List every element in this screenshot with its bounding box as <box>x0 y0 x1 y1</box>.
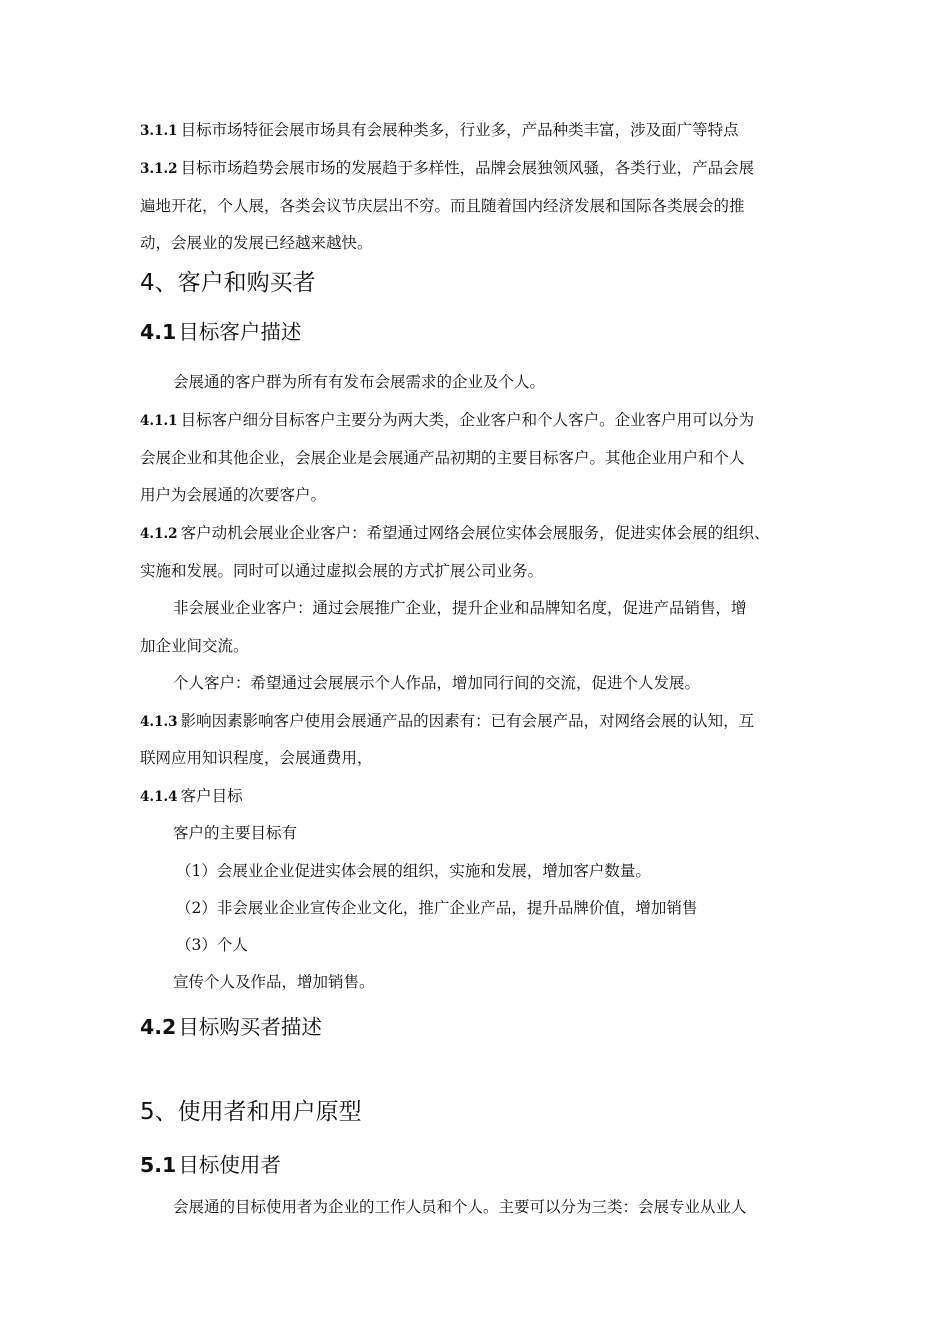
paragraph-4-1-intro: 会展通的客户群为所有有发布会展需求的企业及个人。 <box>173 373 546 391</box>
paragraph-goals-intro: 客户的主要目标有 <box>173 824 298 842</box>
text: 目标市场特征会展市场具有会展种类多，行业多，产品种类丰富，涉及面广等特点 <box>180 121 739 139</box>
list-item-1: （1）会展业企业促进实体会展的组织，实施和发展，增加客户数量。 <box>176 862 651 880</box>
heading-4-1 <box>140 318 301 346</box>
heading-number: 5.1 <box>140 1153 177 1177</box>
paragraph-4-1-1-line-1 <box>140 409 754 432</box>
section-number: 4.1.2 <box>140 526 178 542</box>
paragraph-4-1-1-line-3: 用户为会展通的次要客户。 <box>140 486 327 504</box>
list-item-2: （2）非会展业企业宣传企业文化，推广企业产品，提升品牌价值，增加销售 <box>176 899 698 917</box>
heading-number: 4.2 <box>140 1015 177 1039</box>
paragraph-4-1-2-line-1 <box>140 522 770 545</box>
heading-5-1 <box>140 1151 281 1179</box>
paragraph-3-1-2-line-1 <box>140 157 754 180</box>
list-item-3-description: 宣传个人及作品，增加销售。 <box>173 973 375 991</box>
text: 客户目标 <box>180 787 243 805</box>
paragraph-individual-customer: 个人客户：希望通过会展展示个人作品，增加同行间的交流，促进个人发展。 <box>173 674 701 692</box>
paragraph-3-1-1 <box>140 119 739 142</box>
paragraph-4-1-4 <box>140 785 243 808</box>
heading-title: 目标客户描述 <box>178 320 302 344</box>
section-number: 4.1.1 <box>140 413 178 429</box>
text: 目标客户细分目标客户主要分为两大类，企业客户和个人客户。企业客户用可以分为 <box>180 411 755 429</box>
section-number: 4.1.3 <box>140 714 178 730</box>
heading-number: 4.1 <box>140 320 177 344</box>
paragraph-non-exhibition-line-2: 加企业间交流。 <box>140 637 249 655</box>
heading-4-2 <box>140 1013 322 1041</box>
heading-section-5: 5、使用者和用户原型 <box>140 1099 362 1125</box>
paragraph-3-1-2-line-2: 遍地开花，个人展，各类会议节庆层出不穷。而且随着国内经济发展和国际各类展会的推 <box>140 197 745 215</box>
section-number: 3.1.2 <box>140 161 178 177</box>
paragraph-5-1: 会展通的目标使用者为企业的工作人员和个人。主要可以分为三类：会展专业从业人 <box>173 1198 747 1216</box>
text: 影响因素影响客户使用会展通产品的因素有：已有会展产品，对网络会展的认知，互 <box>180 712 755 730</box>
heading-title: 目标使用者 <box>178 1153 281 1177</box>
paragraph-4-1-1-line-2: 会展企业和其他企业，会展企业是会展通产品初期的主要目标客户。其他企业用户和个人 <box>140 449 745 467</box>
list-item-3: （3）个人 <box>176 936 248 954</box>
paragraph-4-1-3-line-1 <box>140 710 754 733</box>
section-number: 3.1.1 <box>140 123 178 139</box>
paragraph-4-1-3-line-2: 联网应用知识程度，会展通费用， <box>140 749 373 767</box>
text: 客户动机会展业企业客户：希望通过网络会展位实体会展服务，促进实体会展的组织、 <box>180 524 770 542</box>
heading-section-4: 4、客户和购买者 <box>140 270 316 296</box>
heading-title: 目标购买者描述 <box>178 1015 322 1039</box>
text: 目标市场趋势会展市场的发展趋于多样性，品牌会展独领风骚，各类行业，产品会展 <box>180 159 755 177</box>
paragraph-3-1-2-line-3: 动，会展业的发展已经越来越快。 <box>140 234 373 252</box>
section-number: 4.1.4 <box>140 789 178 805</box>
paragraph-4-1-2-line-2: 实施和发展。同时可以通过虚拟会展的方式扩展公司业务。 <box>140 562 544 580</box>
paragraph-non-exhibition-line-1: 非会展业企业客户：通过会展推广企业，提升企业和品牌知名度，促进产品销售，增 <box>173 599 747 617</box>
